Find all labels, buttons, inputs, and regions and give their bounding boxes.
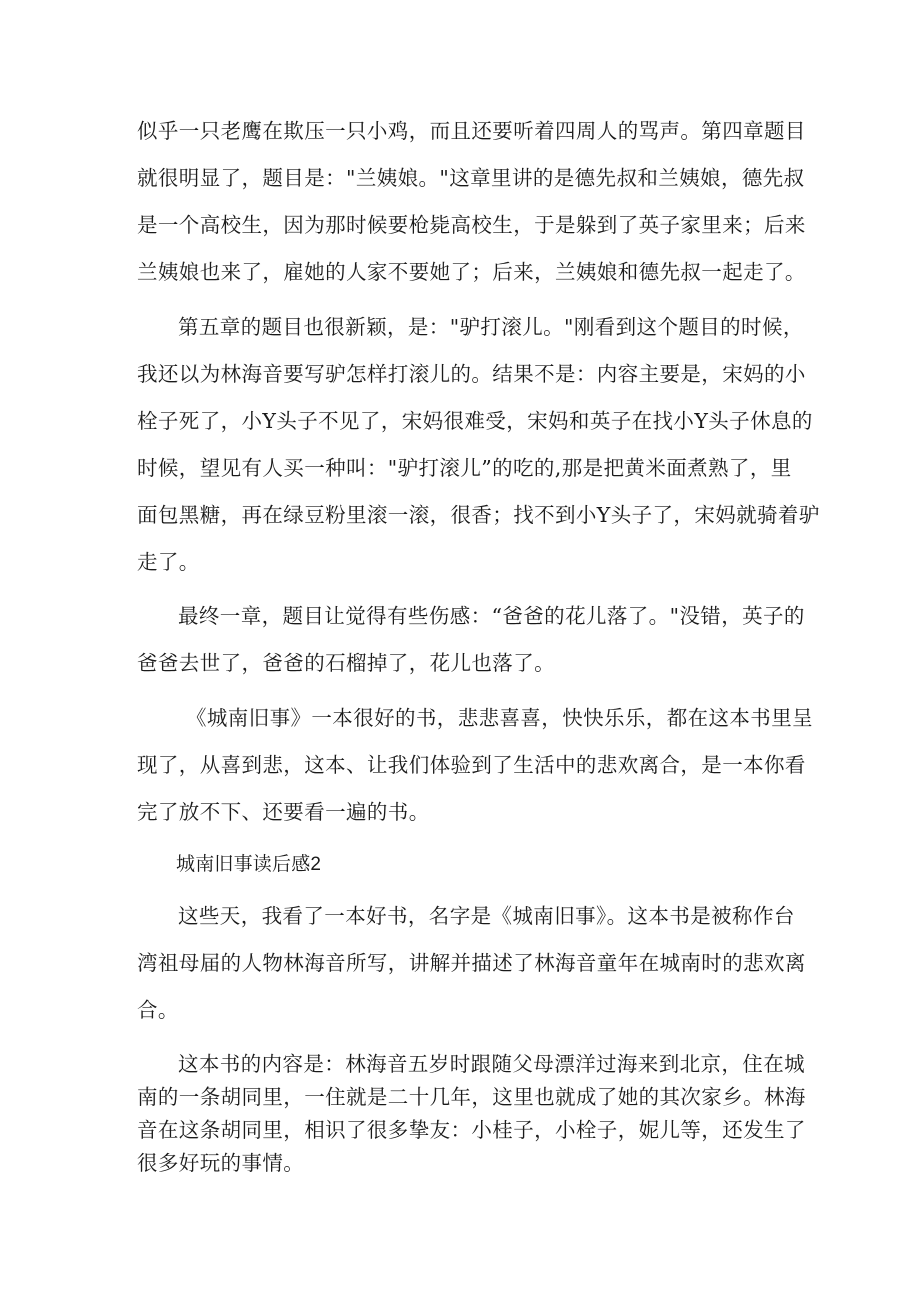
- text-line: 合。: [137, 998, 179, 1022]
- text-line: 湾祖母届的人物林海音所写，讲解并描述了林海音童年在城南时的悲欢离: [137, 951, 806, 975]
- text-line: 就很明显了，题目是："兰姨娘。"这章里讲的是德先叔和兰姨娘，德先叔: [137, 166, 805, 190]
- section-heading: 城南旧事读后感2: [176, 854, 322, 875]
- text-line: 《城南旧事》一本很好的书，悲悲喜喜，快快乐乐，都在这本书里呈: [186, 706, 813, 730]
- text-line: 这些天，我看了一本好书，名字是《城南旧事》。这本书是被称作台: [178, 904, 795, 928]
- text-line: 时候，望见有人买一种叫："驴打滚儿”的吃的,那是把黄米面煮熟了，里: [137, 456, 792, 480]
- text-line: 面包黑糖，再在绿豆粉里滚一滚，很香；找不到小Y头子了，宋妈就骑着驴: [137, 503, 820, 527]
- text-line: 走了。: [137, 550, 200, 574]
- text-line: 我还以为林海音要写驴怎样打滚儿的。结果不是：内容主要是，宋妈的小: [137, 362, 806, 386]
- text-line: 这本书的内容是：林海音五岁时跟随父母漂洋过海来到北京，住在城: [178, 1052, 805, 1076]
- text-line: 兰姨娘也来了，雇她的人家不要她了；后来，兰姨娘和德先叔一起走了。: [137, 260, 806, 284]
- text-line: 很多好玩的事情。: [137, 1151, 305, 1175]
- text-line: 是一个高校生，因为那时候要枪毙高校生，于是躲到了英子家里来；后来: [137, 213, 806, 237]
- text-line: 似乎一只老鹰在欺压一只小鸡，而且还要听着四周人的骂声。第四章题目: [137, 119, 806, 143]
- text-line: 南的一条胡同里，一住就是二十几年，这里也就成了她的其次家乡。林海: [137, 1085, 806, 1109]
- text-line: 最终一章，题目让觉得有些伤感：“爸爸的花儿落了。"没错，英子的: [178, 604, 805, 628]
- text-line: 完了放不下、还要看一遍的书。: [137, 800, 430, 824]
- text-line: 栓子死了，小Y头子不见了，宋妈很难受，宋妈和英子在找小Y头子休息的: [137, 409, 813, 433]
- text-line: 第五章的题目也很新颖，是："驴打滚儿。"刚看到这个题目的时候，: [178, 315, 804, 339]
- text-line: 爸爸去世了，爸爸的石榴掉了，花儿也落了。: [137, 651, 555, 675]
- text-line: 音在这条胡同里，相识了很多挚友：小桂子，小栓子，妮儿等，还发生了: [137, 1118, 806, 1142]
- text-line: 现了，从喜到悲，这本、让我们体验到了生活中的悲欢离合，是一本你看: [137, 753, 806, 777]
